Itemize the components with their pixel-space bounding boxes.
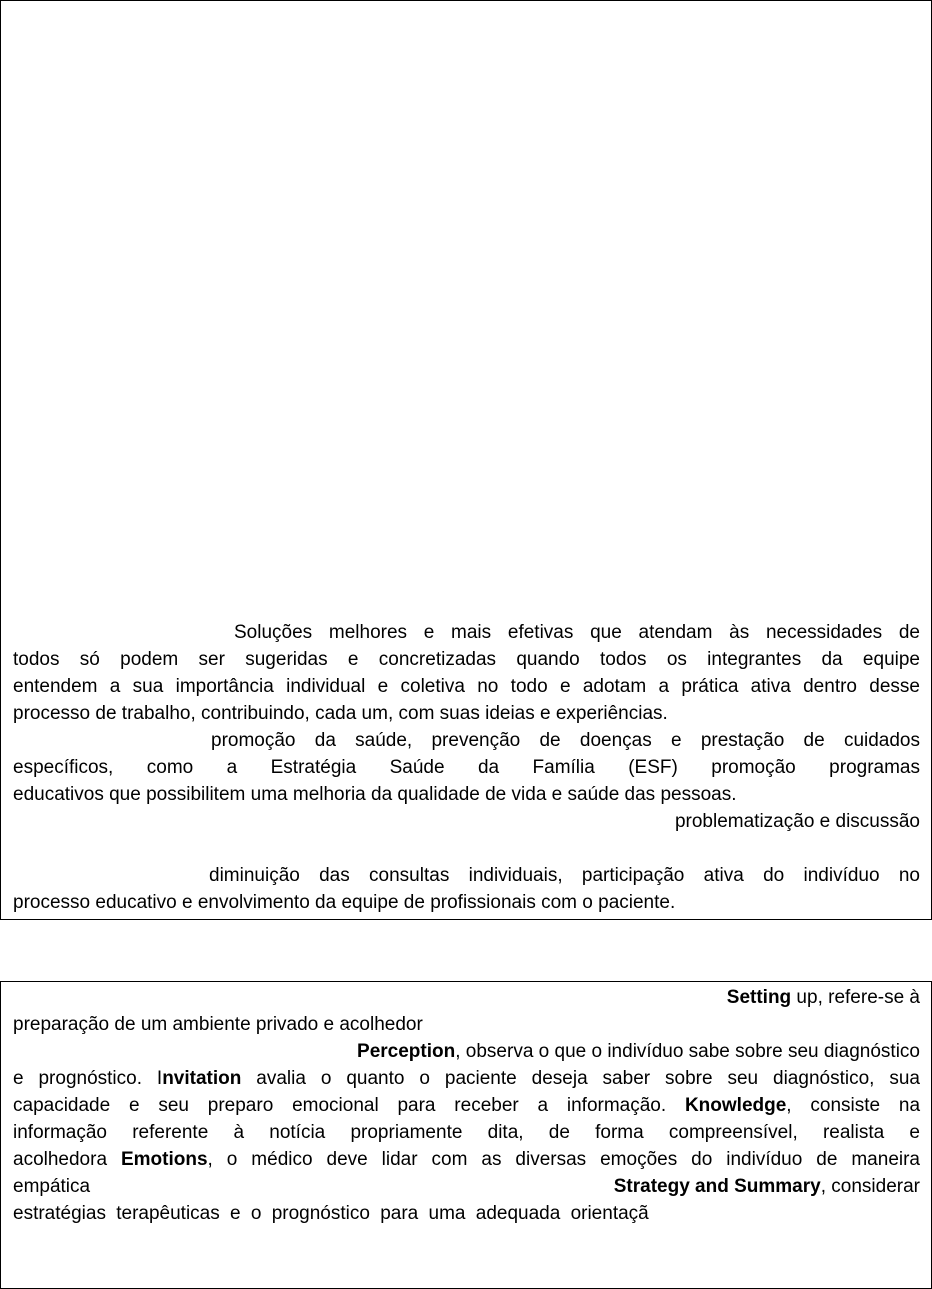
text-run: e prognóstico. I bbox=[13, 1068, 163, 1089]
text-line: entendem a sua importância individual e coletiva no todo e adotam a prática ativa dentro desse bbox=[13, 676, 920, 697]
spikes-setting-line bbox=[13, 984, 920, 1011]
term-strategy-summary: Strategy and Summary bbox=[613, 1176, 821, 1197]
text-line: educativos que possibilitem uma melhoria da qualidade de vida e saúde das pessoas. bbox=[13, 784, 737, 805]
text-run: , considerar bbox=[820, 1176, 920, 1197]
text-line: Soluções melhores e mais efetivas que atendam às necessidades de bbox=[234, 622, 920, 643]
text-run: , o médico deve lidar com as diversas emoções do indivíduo de maneira bbox=[207, 1149, 920, 1170]
text-line: processo de trabalho, contribuindo, cada um, com suas ideias e experiências. bbox=[13, 703, 668, 724]
spikes-emotions-line bbox=[13, 1146, 920, 1173]
text-line: problematização e discussão bbox=[674, 811, 920, 832]
text-run: acolhedora bbox=[13, 1149, 121, 1170]
term-perception: Perception bbox=[357, 1041, 456, 1062]
spikes-invitation-line bbox=[13, 1065, 920, 1092]
text-run: up, refere-se à bbox=[791, 987, 920, 1008]
text-line: diminuição das consultas individuais, participação ativa do indivíduo no bbox=[209, 865, 920, 886]
text-line: preparação de um ambiente privado e acolhedor bbox=[13, 1014, 423, 1035]
text-line: todos só podem ser sugeridas e concretizadas quando todos os integrantes da equipe bbox=[13, 649, 920, 670]
spikes-knowledge-line bbox=[13, 1092, 920, 1119]
term-invitation: nvitation bbox=[162, 1068, 242, 1089]
text-line: específicos, como a Estratégia Saúde da Família (ESF) promoção programas bbox=[13, 757, 920, 778]
text-box-bottom bbox=[0, 981, 932, 1289]
term-emotions: Emotions bbox=[120, 1149, 208, 1170]
text-run: capacidade e seu preparo emocional para receber a informação. bbox=[13, 1095, 685, 1116]
term-setting: Setting bbox=[726, 987, 792, 1008]
text-run: avalia o quanto o paciente deseja saber sobre seu diagnóstico, sua bbox=[241, 1068, 920, 1089]
text-run: , observa o que o indivíduo sabe sobre seu diagnóstico bbox=[455, 1041, 920, 1062]
spikes-perception-line bbox=[13, 1038, 920, 1065]
term-knowledge: Knowledge bbox=[684, 1095, 787, 1116]
text-line bbox=[13, 835, 920, 862]
text-line: estratégias terapêuticas e o prognóstico para uma adequada orientaçã bbox=[13, 1203, 649, 1224]
text-line: promoção da saúde, prevenção de doenças e prestação de cuidados bbox=[211, 730, 920, 751]
text-line: informação referente à notícia propriamente dita, de forma compreensível, realista e bbox=[13, 1122, 920, 1143]
spikes-strategy-line bbox=[13, 1173, 920, 1200]
text-run: , consiste na bbox=[786, 1095, 921, 1116]
text-run: empática bbox=[13, 1176, 91, 1197]
text-line: processo educativo e envolvimento da equipe de profissionais com o paciente. bbox=[13, 892, 676, 913]
